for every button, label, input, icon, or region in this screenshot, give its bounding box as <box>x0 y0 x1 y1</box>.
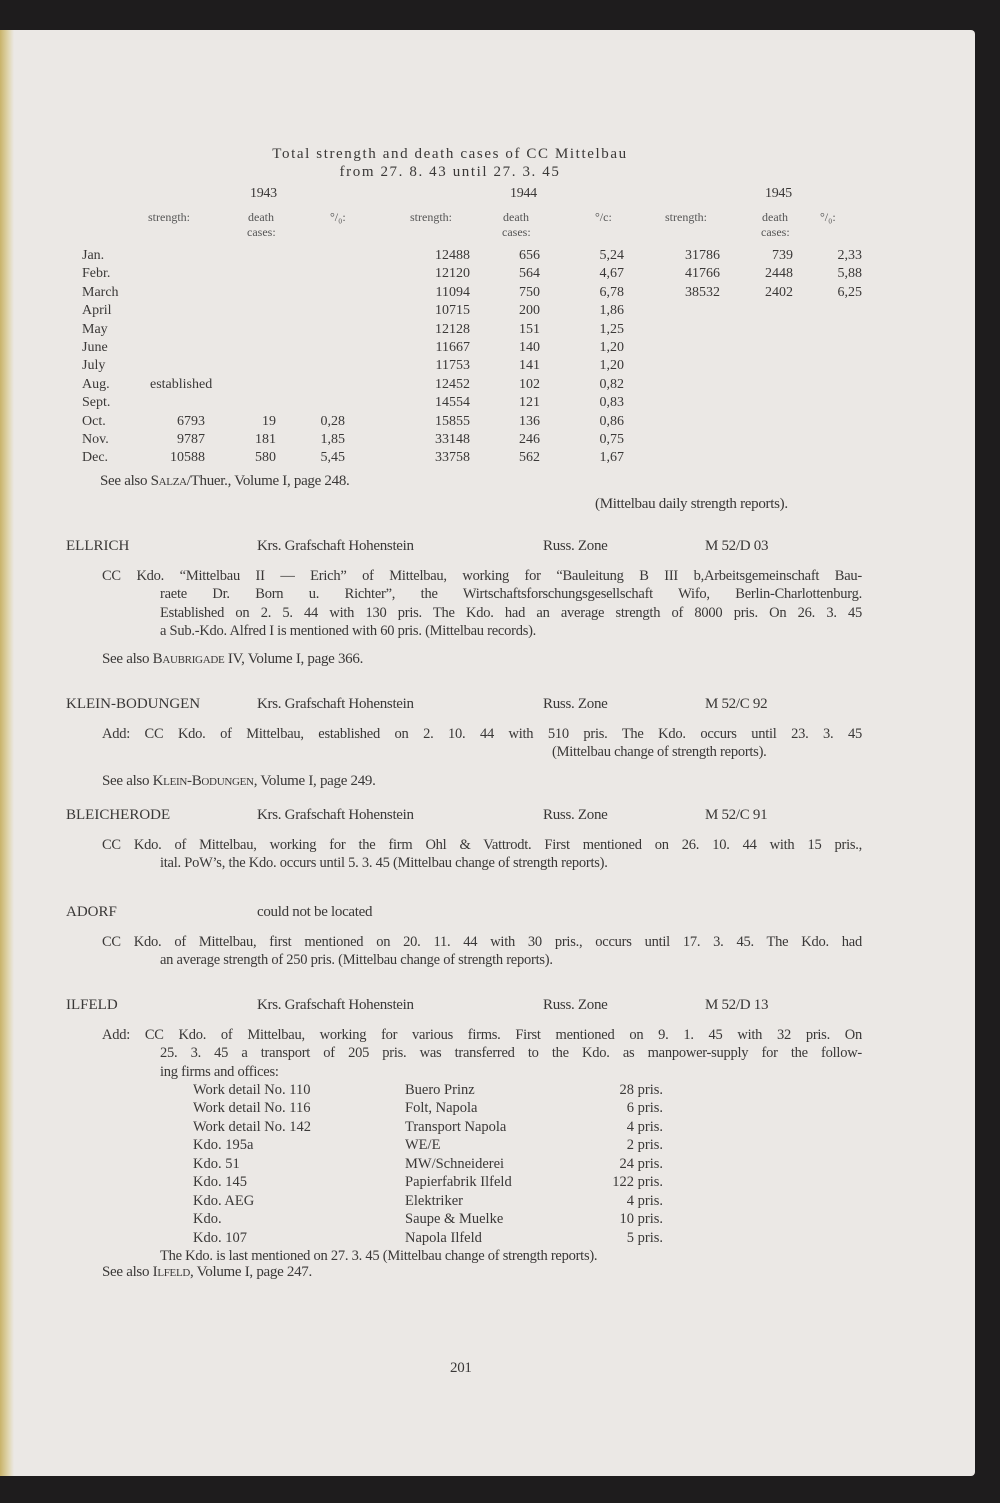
table-cell: 31786 <box>685 248 720 263</box>
entry-name: ADORF <box>66 904 117 920</box>
see-also-ref: Ilfeld <box>152 1264 191 1281</box>
firm-name: Buero Prinz <box>405 1081 475 1098</box>
prisoner-count: 6 pris. <box>626 1100 663 1117</box>
entry-map-ref: M 52/C 92 <box>705 696 768 712</box>
table-cell: 1,67 <box>599 450 624 466</box>
entry-text-line: CC Kdo. “Mittelbau II — Erich” of Mittelbau, working for “Bauleitung B III b,Arbeitsgemeinschaft Bau- <box>102 568 862 584</box>
firm-name: Saupe & Muelke <box>405 1211 504 1228</box>
entry-zone: Russ. Zone <box>543 807 608 823</box>
see-also-ref: Salza <box>150 473 187 489</box>
firm-name: Folt, Napola <box>405 1100 478 1117</box>
binding-edge <box>0 30 14 1476</box>
percent-header: °/₀: <box>820 210 836 224</box>
work-detail: Work detail No. 116 <box>193 1100 311 1117</box>
table-cell: 0,83 <box>599 395 624 411</box>
table-cell: 750 <box>519 284 540 300</box>
see-also-prefix: See also <box>100 473 151 489</box>
entry-name: BLEICHERODE <box>66 807 171 823</box>
table-see-also <box>100 473 349 490</box>
cases-header: cases: <box>761 225 790 239</box>
cases-header: cases: <box>247 225 276 239</box>
month-label: July <box>82 358 106 374</box>
year-header: 1945 <box>765 186 792 201</box>
see-also-prefix: See also <box>102 772 153 789</box>
month-label: Febr. <box>82 266 111 282</box>
month-label: Oct. <box>82 413 106 429</box>
table-cell: 246 <box>519 432 540 447</box>
entry-text-line: a Sub.-Kdo. Alfred I is mentioned with 60 pris. (Mittelbau records). <box>160 622 537 639</box>
work-detail: Kdo. <box>193 1211 222 1228</box>
table-cell: 0,86 <box>599 413 624 429</box>
prisoner-count: 2 pris. <box>626 1137 663 1154</box>
work-detail: Kdo. AEG <box>193 1192 255 1209</box>
entry-text-line: CC Kdo. of Mittelbau, first mentioned on 20. 11. 44 with 30 pris., occurs until 17. 3. 45. The Kdo. had <box>102 934 862 950</box>
see-also-suffix: , Volume I, page 249. <box>253 772 376 789</box>
percent-header: °/c: <box>595 210 612 224</box>
entry-district: Krs. Grafschaft Hohenstein <box>257 538 414 554</box>
table-cell: 0,28 <box>320 413 345 429</box>
table-cell: 6,25 <box>837 284 862 300</box>
work-detail: Kdo. 195a <box>193 1137 254 1154</box>
firm-name: Papierfabrik Ilfeld <box>405 1174 512 1191</box>
table-cell: 12128 <box>435 321 470 337</box>
table-cell: 41766 <box>685 266 720 282</box>
entry-text-line: ital. PoW’s, the Kdo. occurs until 5. 3. 45 (Mittelbau change of strength reports). <box>160 855 608 872</box>
entry-zone: Russ. Zone <box>543 696 608 712</box>
table-cell: 4,67 <box>599 266 624 282</box>
strength-header: strength: <box>665 210 707 224</box>
table-cell: 5,45 <box>320 450 345 466</box>
firm-name: Elektriker <box>405 1192 463 1209</box>
firm-name: MW/Schneiderei <box>405 1155 505 1172</box>
strength-header: strength: <box>148 210 190 224</box>
work-detail: Kdo. 51 <box>193 1155 240 1172</box>
table-cell: 2,33 <box>837 248 862 263</box>
death-header: death <box>248 210 274 224</box>
see-also-ref: Klein-Bodungen <box>152 772 254 789</box>
work-detail: Kdo. 107 <box>193 1229 247 1246</box>
table-cell: 656 <box>519 248 540 263</box>
year-header: 1943 <box>250 186 277 201</box>
table-cell: 15855 <box>435 413 470 429</box>
entry-map-ref: M 52/C 91 <box>705 807 768 823</box>
prisoner-count: 4 pris. <box>626 1192 663 1209</box>
prisoner-count: 24 pris. <box>619 1155 663 1172</box>
table-cell: 12452 <box>435 376 470 392</box>
table-cell: 151 <box>519 321 540 337</box>
prisoner-count: 10 pris. <box>619 1211 663 1228</box>
see-also-prefix: See also <box>102 651 153 668</box>
entry-text-line: (Mittelbau change of strength reports). <box>552 744 767 761</box>
entry-map-ref: M 52/D 13 <box>705 997 769 1013</box>
see-also-suffix: /Thuer., Volume I, page 248. <box>186 473 350 489</box>
death-header: death <box>503 210 529 224</box>
table-cell: 136 <box>519 413 540 429</box>
closing-line: The Kdo. is last mentioned on 27. 3. 45 (Mittelbau change of strength reports). <box>160 1248 598 1265</box>
table-cell: 0,82 <box>599 376 624 392</box>
entry-text-line: 25. 3. 45 a transport of 205 pris. was transferred to the Kdo. as manpower-supply for the follow- <box>160 1045 862 1062</box>
see-also-line <box>102 773 376 790</box>
table-cell: 1,20 <box>599 358 624 374</box>
table-cell: 140 <box>519 340 540 355</box>
entry-name: KLEIN-BODUNGEN <box>66 696 201 712</box>
firm-name: WE/E <box>405 1137 441 1154</box>
see-also-line <box>102 1264 312 1281</box>
see-also-suffix: IV, Volume I, page 366. <box>224 651 364 668</box>
table-cell: 33148 <box>435 432 470 447</box>
table-cell: 6793 <box>177 413 205 429</box>
entry-text-line: CC Kdo. of Mittelbau, working for the firm Ohl & Vattrodt. First mentioned on 26. 10. 44 with 15 pris., <box>102 837 862 853</box>
entry-district: Krs. Grafschaft Hohenstein <box>257 807 414 823</box>
table-cell: 1,85 <box>320 432 345 447</box>
see-also-ref: Baubrigade <box>152 651 225 668</box>
entry-district: Krs. Grafschaft Hohenstein <box>257 696 414 712</box>
table-cell: 102 <box>519 376 540 392</box>
table-cell: 10715 <box>435 303 470 319</box>
table-cell: 200 <box>519 303 540 319</box>
table-cell: 141 <box>519 358 540 374</box>
entry-text-line: ing firms and offices: <box>160 1063 279 1080</box>
firm-name: Napola Ilfeld <box>405 1229 482 1246</box>
table-cell: 181 <box>255 432 276 447</box>
month-label: Jan. <box>82 248 105 263</box>
table-cell: 562 <box>519 450 540 466</box>
table-cell: 10588 <box>170 450 205 466</box>
entry-text-line: Established on 2. 5. 44 with 130 pris. The Kdo. had an average strength of 8000 pris. On 26. 3. 45 <box>160 604 862 621</box>
see-also-prefix: See also <box>102 1264 153 1281</box>
table-source: (Mittelbau daily strength reports). <box>595 496 788 512</box>
table-title: Total strength and death cases of CC Mittelbau <box>272 146 628 162</box>
entry-name: ELLRICH <box>66 538 130 554</box>
table-cell: 0,75 <box>599 432 624 447</box>
table-cell: 1,25 <box>599 321 624 337</box>
month-label: Dec. <box>82 450 109 466</box>
entry-text-line: an average strength of 250 pris. (Mittelbau change of strength reports). <box>160 952 553 969</box>
entry-zone: Russ. Zone <box>543 997 608 1013</box>
table-cell: 11094 <box>435 284 470 300</box>
firm-name: Transport Napola <box>405 1118 507 1135</box>
prisoner-count: 4 pris. <box>626 1118 663 1135</box>
table-cell: 1,86 <box>599 303 624 319</box>
prisoner-count: 5 pris. <box>626 1229 663 1246</box>
entry-district: could not be located <box>257 904 373 920</box>
table-cell: 12488 <box>435 248 470 263</box>
entry-name: ILFELD <box>66 997 118 1013</box>
month-label: March <box>82 284 119 300</box>
work-detail: Work detail No. 110 <box>193 1081 311 1098</box>
table-cell: 9787 <box>177 432 205 447</box>
percent-header: °/₀: <box>330 210 346 224</box>
work-detail: Work detail No. 142 <box>193 1118 312 1135</box>
table-cell: 19 <box>262 413 276 429</box>
table-cell: 6,78 <box>599 284 624 300</box>
table-cell: 580 <box>255 450 276 466</box>
established-note: established <box>150 376 213 392</box>
entry-zone: Russ. Zone <box>543 538 608 554</box>
cases-header: cases: <box>502 225 531 239</box>
table-cell: 11667 <box>435 340 470 355</box>
page-number: 201 <box>450 1360 472 1376</box>
table-subtitle: from 27. 8. 43 until 27. 3. 45 <box>339 164 561 180</box>
month-label: April <box>82 303 112 319</box>
see-also-line <box>102 651 363 668</box>
prisoner-count: 122 pris. <box>612 1174 663 1191</box>
prisoner-count: 28 pris. <box>619 1081 663 1098</box>
month-label: June <box>82 340 108 355</box>
entry-district: Krs. Grafschaft Hohenstein <box>257 997 414 1013</box>
table-cell: 564 <box>519 266 540 282</box>
entry-text-line: raete Dr. Born u. Richter”, the Wirtschaftsforschungsgesellschaft Wifo, Berlin-Charlottenburg. <box>160 586 862 603</box>
year-header: 1944 <box>510 186 537 201</box>
month-label: May <box>82 321 108 337</box>
table-cell: 14554 <box>435 395 470 411</box>
table-cell: 33758 <box>435 450 470 466</box>
work-detail: Kdo. 145 <box>193 1174 247 1191</box>
table-cell: 38532 <box>685 284 720 300</box>
entry-map-ref: M 52/D 03 <box>705 538 769 554</box>
month-label: Nov. <box>82 432 109 447</box>
table-cell: 1,20 <box>599 340 624 355</box>
table-cell: 12120 <box>435 266 470 282</box>
table-cell: 5,88 <box>837 266 862 282</box>
table-cell: 5,24 <box>599 248 624 263</box>
see-also-suffix: , Volume I, page 247. <box>190 1264 312 1281</box>
table-cell: 739 <box>772 248 793 263</box>
table-cell: 2448 <box>765 266 793 282</box>
month-label: Aug. <box>82 376 110 392</box>
month-label: Sept. <box>82 395 111 411</box>
entry-text-line: Add: CC Kdo. of Mittelbau, established on 2. 10. 44 with 510 pris. The Kdo. occurs until 23. 3. 45 <box>102 726 862 742</box>
table-cell: 2402 <box>765 284 793 300</box>
table-cell: 121 <box>519 395 540 411</box>
strength-header: strength: <box>410 210 452 224</box>
table-cell: 11753 <box>435 358 470 374</box>
death-header: death <box>762 210 788 224</box>
entry-text-line: Add: CC Kdo. of Mittelbau, working for various firms. First mentioned on 9. 1. 45 with 32 pris. On <box>102 1027 862 1043</box>
